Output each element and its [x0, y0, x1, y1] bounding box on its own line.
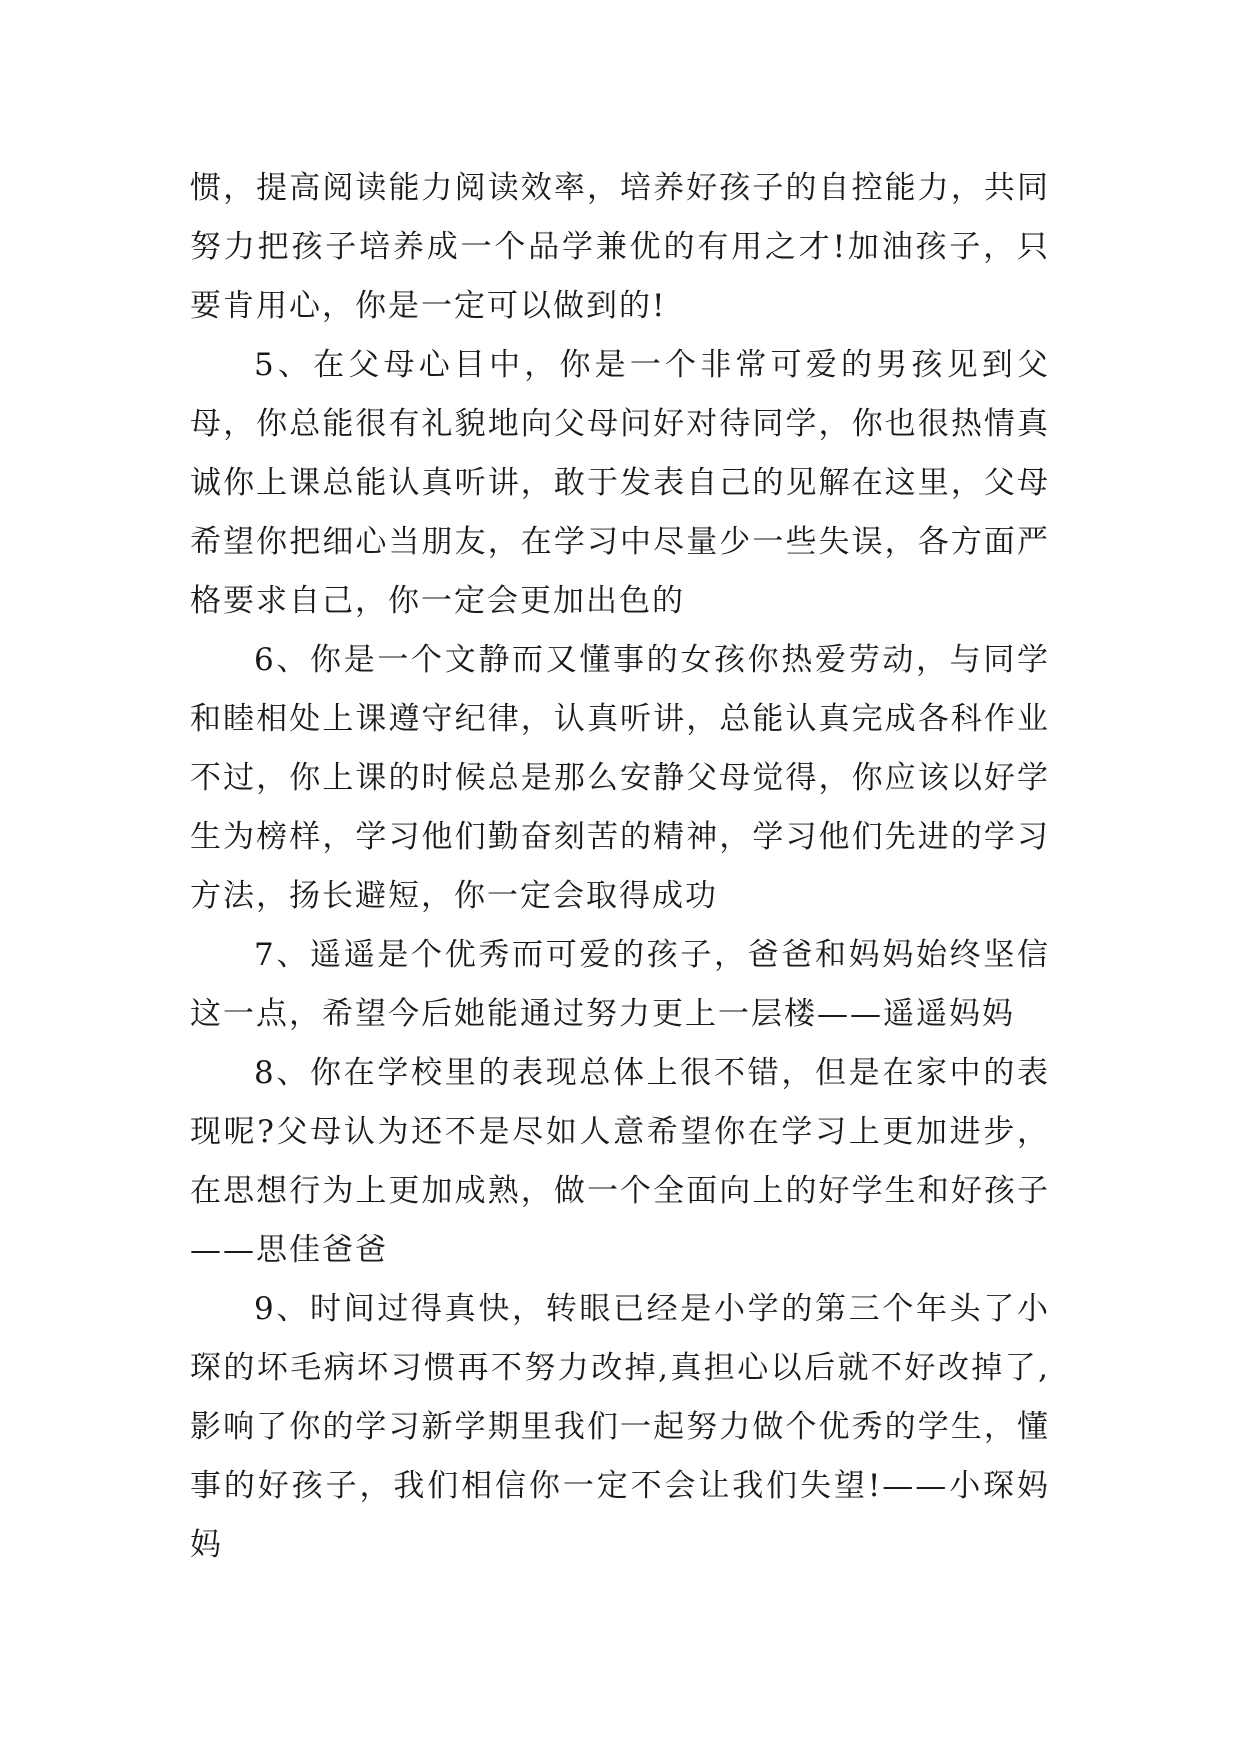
- paragraph-item-5: 5、在父母心目中，你是一个非常可爱的男孩见到父母，你总能很有礼貌地向父母问好对待同学，你也很热情真诚你上课总能认真听讲，敢于发表自己的见解在这里，父母希望你把细心当朋友，在学习中尽量少一些失误，各方面严格要求自己，你一定会更加出色的: [190, 347, 1050, 619]
- paragraph-item-8: 8、你在学校里的表现总体上很不错，但是在家中的表现呢?父母认为还不是尽如人意希望你在学习上更加进步，在思想行为上更加成熟，做一个全面向上的好学生和好孩子——思佳爸爸: [190, 1055, 1050, 1268]
- paragraph-item-9: 9、时间过得真快，转眼已经是小学的第三个年头了小琛的坏毛病坏习惯再不努力改掉,真担心以后就不好改掉了,影响了你的学习新学期里我们一起努力做个优秀的学生，懂事的好孩子，我们相信你一定不会让我们失望!——小琛妈妈: [190, 1291, 1050, 1563]
- document-body: [190, 159, 1050, 1575]
- paragraph-item-7: 7、遥遥是个优秀而可爱的孩子，爸爸和妈妈始终坚信这一点，希望今后她能通过努力更上一层楼——遥遥妈妈: [190, 937, 1050, 1032]
- paragraph-item-6: 6、你是一个文静而又懂事的女孩你热爱劳动，与同学和睦相处上课遵守纪律，认真听讲，总能认真完成各科作业不过，你上课的时候总是那么安静父母觉得，你应该以好学生为榜样，学习他们勤奋刻苦的精神，学习他们先进的学习方法，扬长避短，你一定会取得成功: [190, 642, 1050, 914]
- paragraph-continuation: 惯，提高阅读能力阅读效率，培养好孩子的自控能力，共同努力把孩子培养成一个品学兼优的有用之才!加油孩子，只要肯用心，你是一定可以做到的!: [190, 170, 1050, 324]
